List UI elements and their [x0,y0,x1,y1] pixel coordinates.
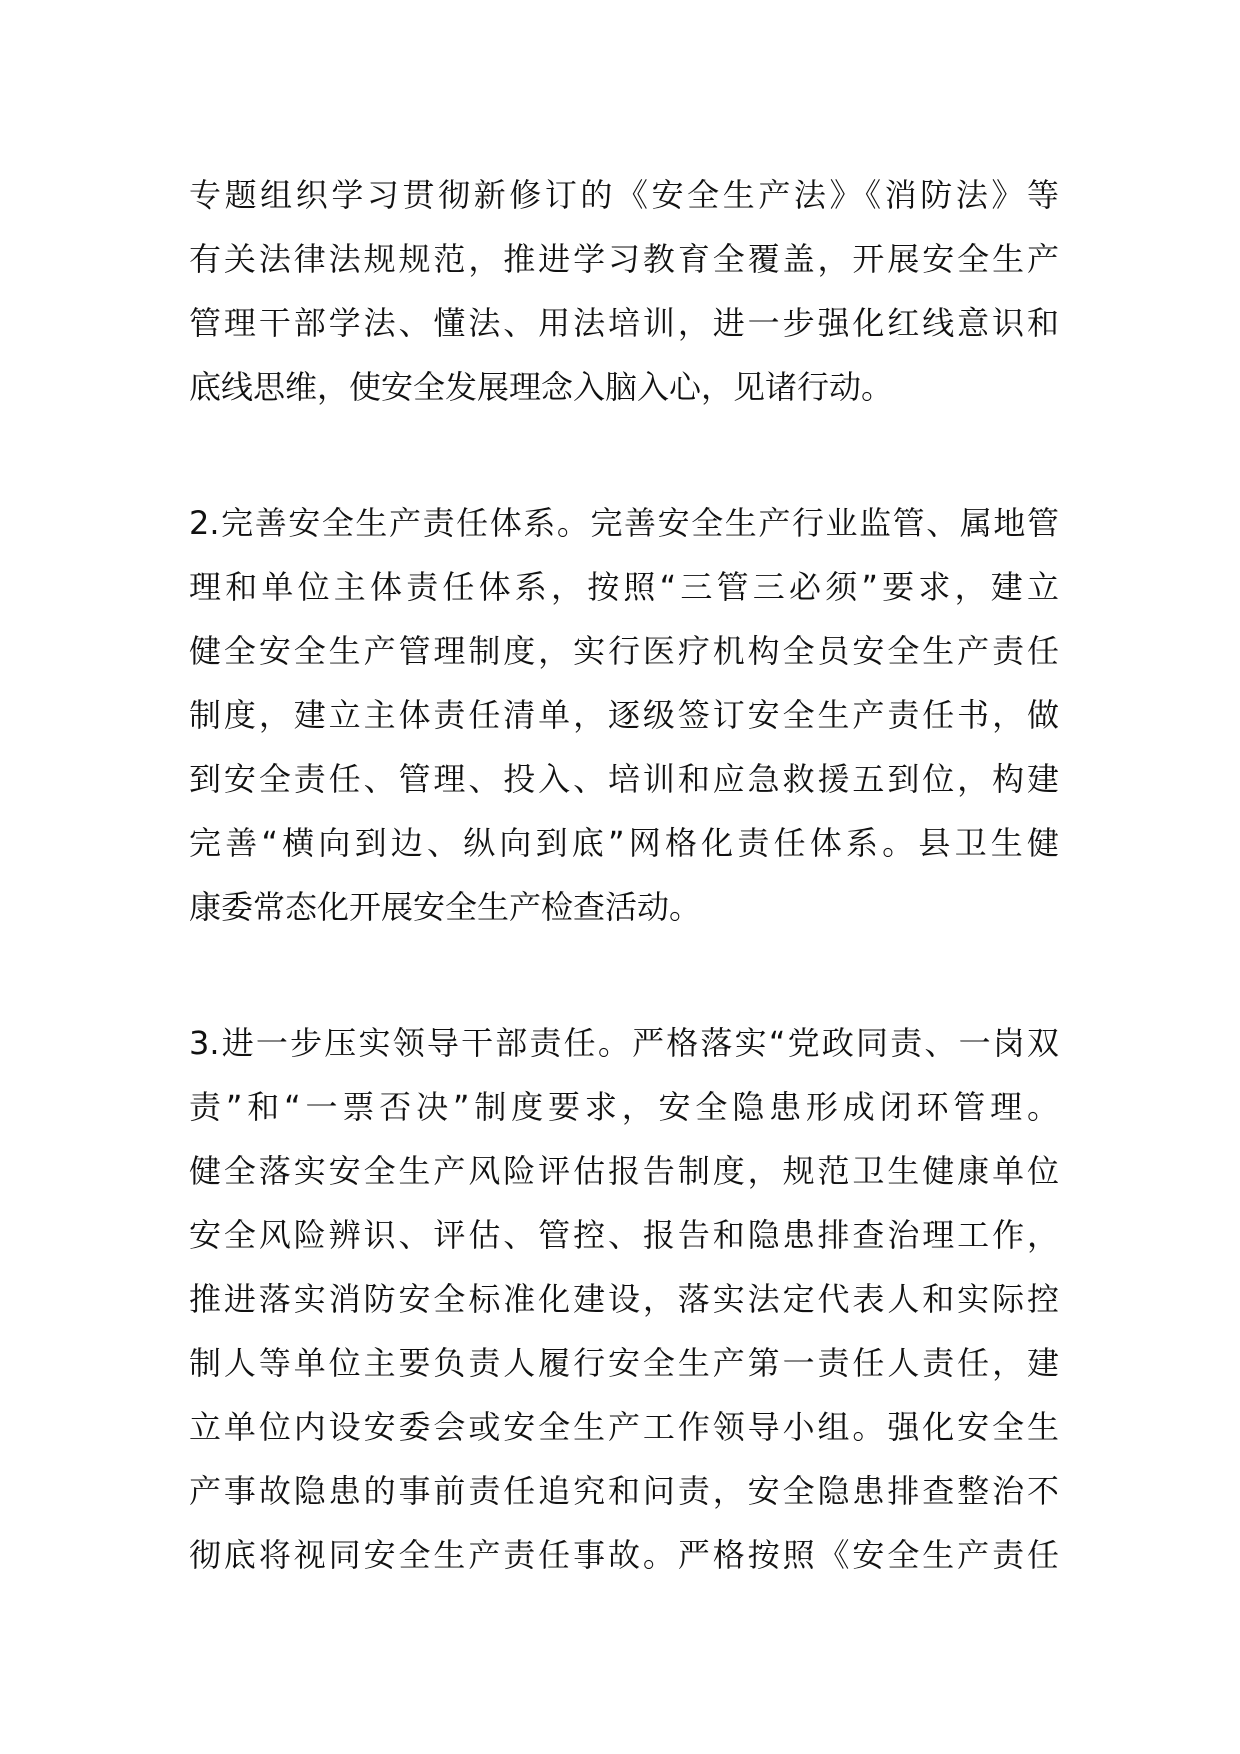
paragraph-line: 2.完善安全生产责任体系。完善安全生产行业监管、属地管 [189,504,1059,542]
paragraph-line: 康委常态化开展安全生产检查活动。 [189,888,702,926]
paragraph-line: 彻底将视同安全生产责任事故。严格按照《安全生产责任 [189,1536,1059,1574]
paragraph-line: 推进落实消防安全标准化建设，落实法定代表人和实际控 [189,1280,1059,1318]
paragraph-line: 产事故隐患的事前责任追究和问责，安全隐患排查整治不 [189,1472,1059,1510]
paragraph-line: 安全风险辨识、评估、管控、报告和隐患排查治理工作， [189,1216,1059,1254]
paragraph-line: 制人等单位主要负责人履行安全生产第一责任人责任，建 [189,1344,1059,1382]
paragraph-line: 制度，建立主体责任清单，逐级签订安全生产责任书，做 [189,696,1059,734]
paragraph-line: 底线思维，使安全发展理念入脑入心，见诸行动。 [189,368,894,406]
paragraph-line: 健全安全生产管理制度，实行医疗机构全员安全生产责任 [189,632,1059,670]
paragraph-line: 专题组织学习贯彻新修订的《安全生产法》《消防法》等 [189,176,1059,214]
paragraph-line: 完善“横向到边、纵向到底”网格化责任体系。县卫生健 [189,824,1059,862]
paragraph-line: 责”和“一票否决”制度要求，安全隐患形成闭环管理。 [189,1088,1059,1126]
paragraph-line: 到安全责任、管理、投入、培训和应急救援五到位，构建 [189,760,1059,798]
paragraph-line: 有关法律法规规范，推进学习教育全覆盖，开展安全生产 [189,240,1059,278]
paragraph-line: 立单位内设安委会或安全生产工作领导小组。强化安全生 [189,1408,1059,1446]
paragraph-line: 理和单位主体责任体系，按照“三管三必须”要求，建立 [189,568,1059,606]
paragraph-line: 3.进一步压实领导干部责任。严格落实“党政同责、一岗双 [189,1024,1059,1062]
paragraph-line: 管理干部学法、懂法、用法培训，进一步强化红线意识和 [189,304,1059,342]
paragraph-line: 健全落实安全生产风险评估报告制度，规范卫生健康单位 [189,1152,1059,1190]
